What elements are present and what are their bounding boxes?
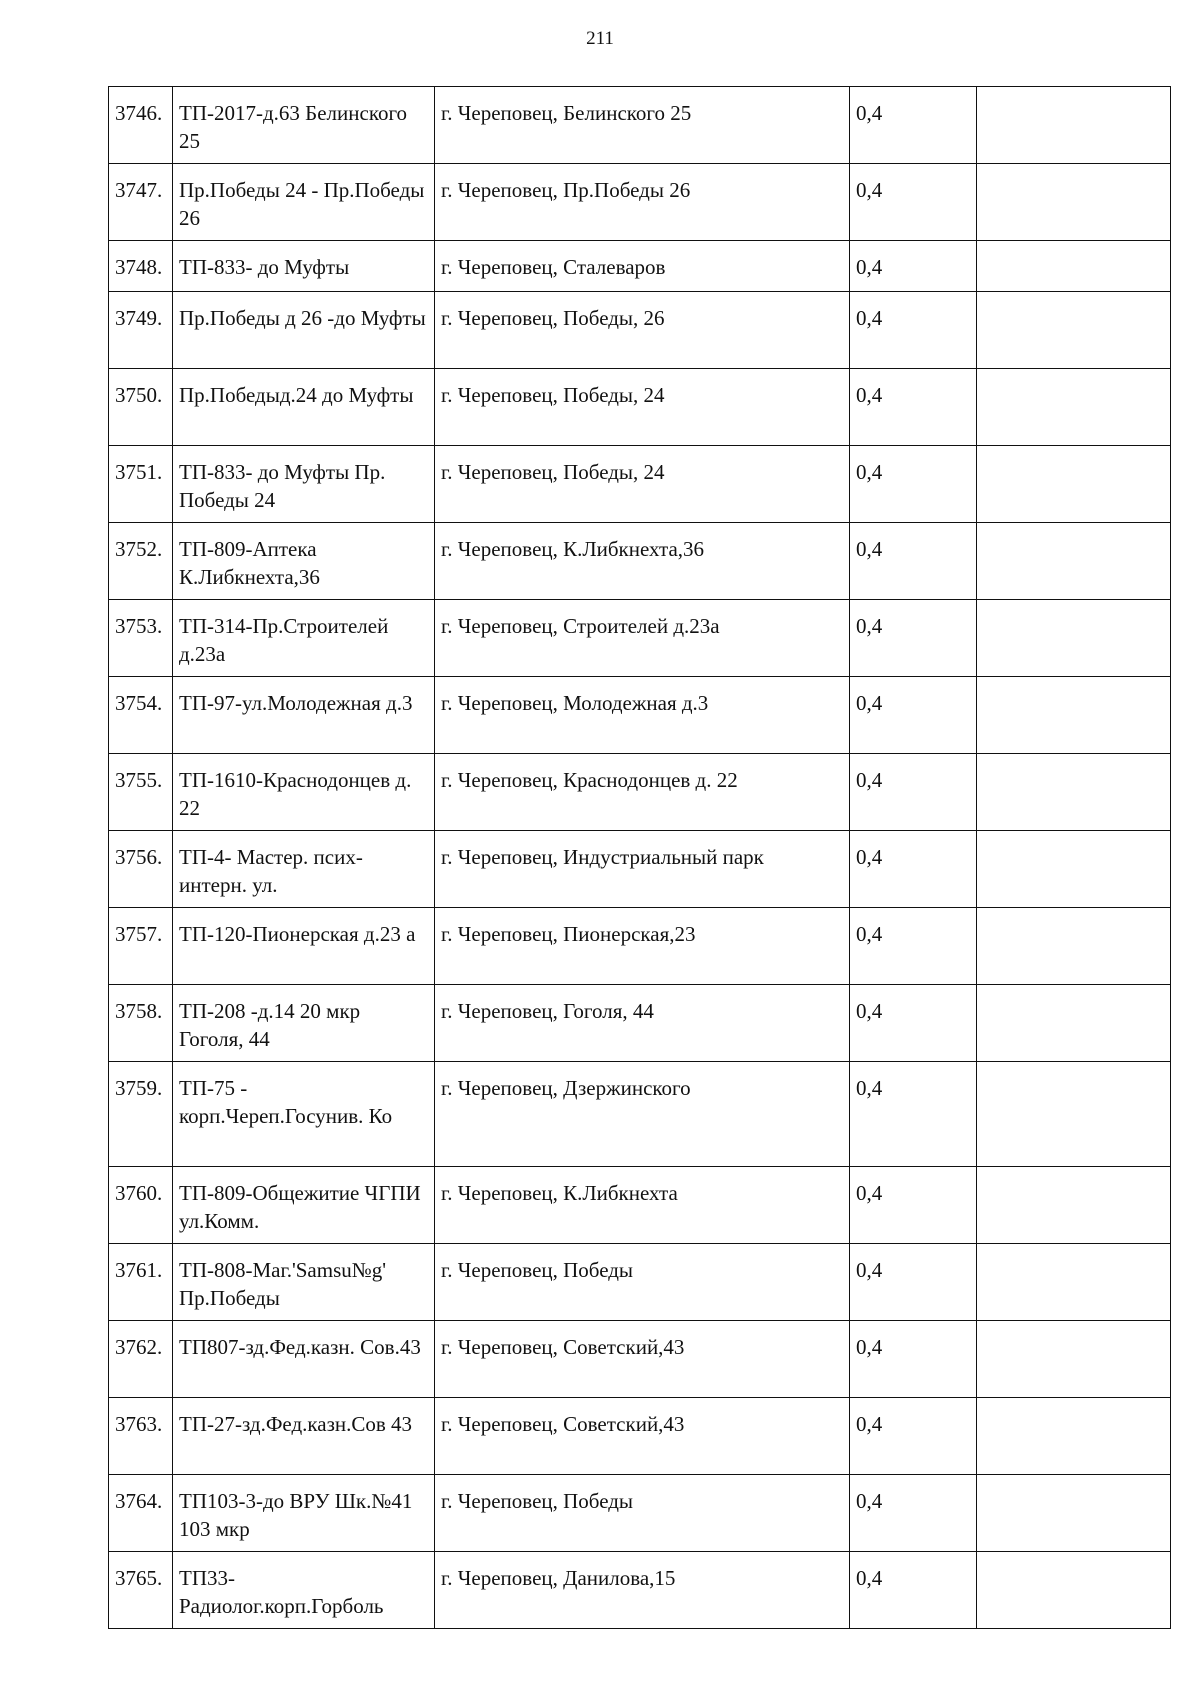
row-number: 3750. [109, 369, 173, 446]
table-row [109, 1475, 1171, 1552]
voltage-value: 0,4 [850, 754, 977, 831]
object-address: г. Череповец, Пр.Победы 26 [435, 164, 850, 241]
table-row [109, 241, 1171, 292]
object-name: ТП-4- Мастер. псих-интерн. ул. [173, 831, 435, 908]
table-row [109, 1398, 1171, 1475]
object-name: ТП-2017-д.63 Белинского 25 [173, 87, 435, 164]
empty-cell [977, 1167, 1171, 1244]
object-name: ТП-120-Пионерская д.23 а [173, 908, 435, 985]
table-row [109, 985, 1171, 1062]
voltage-value: 0,4 [850, 164, 977, 241]
object-address: г. Череповец, Победы, 24 [435, 446, 850, 523]
table-row [109, 1244, 1171, 1321]
empty-cell [977, 1321, 1171, 1398]
object-address: г. Череповец, Победы, 26 [435, 292, 850, 369]
object-name: Пр.Победыд.24 до Муфты [173, 369, 435, 446]
object-name: ТП103-3-до ВРУ Шк.№41 103 мкр [173, 1475, 435, 1552]
row-number: 3749. [109, 292, 173, 369]
voltage-value: 0,4 [850, 446, 977, 523]
object-address: г. Череповец, Пионерская,23 [435, 908, 850, 985]
object-name: ТП-1610-Краснодонцев д. 22 [173, 754, 435, 831]
voltage-value: 0,4 [850, 1321, 977, 1398]
object-address: г. Череповец, Победы [435, 1475, 850, 1552]
row-number: 3751. [109, 446, 173, 523]
object-name: ТП-75 - корп.Череп.Госунив. Ко [173, 1062, 435, 1167]
empty-cell [977, 985, 1171, 1062]
empty-cell [977, 292, 1171, 369]
voltage-value: 0,4 [850, 1244, 977, 1321]
voltage-value: 0,4 [850, 369, 977, 446]
object-name: ТП-27-зд.Фед.казн.Сов 43 [173, 1398, 435, 1475]
object-address: г. Череповец, Советский,43 [435, 1321, 850, 1398]
table-row [109, 600, 1171, 677]
object-name: ТП-208 -д.14 20 мкр Гоголя, 44 [173, 985, 435, 1062]
object-address: г. Череповец, Молодежная д.3 [435, 677, 850, 754]
object-address: г. Череповец, Сталеваров [435, 241, 850, 292]
row-number: 3747. [109, 164, 173, 241]
object-address: г. Череповец, Данилова,15 [435, 1552, 850, 1629]
empty-cell [977, 241, 1171, 292]
table-row [109, 369, 1171, 446]
table-row [109, 1321, 1171, 1398]
empty-cell [977, 523, 1171, 600]
object-name: ТП-97-ул.Молодежная д.3 [173, 677, 435, 754]
object-name: Пр.Победы д 26 -до Муфты [173, 292, 435, 369]
empty-cell [977, 1552, 1171, 1629]
object-name: ТП-833- до Муфты Пр. Победы 24 [173, 446, 435, 523]
object-name: ТП-809-Общежитие ЧГПИ ул.Комм. [173, 1167, 435, 1244]
row-number: 3764. [109, 1475, 173, 1552]
empty-cell [977, 754, 1171, 831]
object-address: г. Череповец, Белинского 25 [435, 87, 850, 164]
empty-cell [977, 1244, 1171, 1321]
row-number: 3759. [109, 1062, 173, 1167]
object-name: ТП-833- до Муфты [173, 241, 435, 292]
object-address: г. Череповец, Индустриальный парк [435, 831, 850, 908]
empty-cell [977, 87, 1171, 164]
voltage-value: 0,4 [850, 600, 977, 677]
table-row [109, 1062, 1171, 1167]
object-name: ТП-314-Пр.Строителей д.23а [173, 600, 435, 677]
empty-cell [977, 369, 1171, 446]
voltage-value: 0,4 [850, 1167, 977, 1244]
row-number: 3761. [109, 1244, 173, 1321]
voltage-value: 0,4 [850, 831, 977, 908]
object-address: г. Череповец, Строителей д.23а [435, 600, 850, 677]
row-number: 3760. [109, 1167, 173, 1244]
object-address: г. Череповец, К.Либкнехта,36 [435, 523, 850, 600]
row-number: 3762. [109, 1321, 173, 1398]
page-number: 211 [586, 28, 614, 49]
empty-cell [977, 831, 1171, 908]
table-row [109, 831, 1171, 908]
registry-table [108, 86, 1171, 1629]
table-row [109, 1552, 1171, 1629]
voltage-value: 0,4 [850, 908, 977, 985]
voltage-value: 0,4 [850, 985, 977, 1062]
row-number: 3746. [109, 87, 173, 164]
object-name: Пр.Победы 24 - Пр.Победы 26 [173, 164, 435, 241]
voltage-value: 0,4 [850, 1398, 977, 1475]
table-row [109, 754, 1171, 831]
object-name: ТП-808-Маг.'Samsu№g' Пр.Победы [173, 1244, 435, 1321]
voltage-value: 0,4 [850, 87, 977, 164]
row-number: 3754. [109, 677, 173, 754]
row-number: 3763. [109, 1398, 173, 1475]
voltage-value: 0,4 [850, 1062, 977, 1167]
object-name: ТП-809-Аптека К.Либкнехта,36 [173, 523, 435, 600]
row-number: 3765. [109, 1552, 173, 1629]
object-address: г. Череповец, Дзержинского [435, 1062, 850, 1167]
table-row [109, 523, 1171, 600]
voltage-value: 0,4 [850, 677, 977, 754]
row-number: 3756. [109, 831, 173, 908]
table-row [109, 1167, 1171, 1244]
voltage-value: 0,4 [850, 523, 977, 600]
voltage-value: 0,4 [850, 292, 977, 369]
empty-cell [977, 1062, 1171, 1167]
object-address: г. Череповец, К.Либкнехта [435, 1167, 850, 1244]
row-number: 3758. [109, 985, 173, 1062]
row-number: 3753. [109, 600, 173, 677]
object-address: г. Череповец, Краснодонцев д. 22 [435, 754, 850, 831]
empty-cell [977, 677, 1171, 754]
empty-cell [977, 600, 1171, 677]
empty-cell [977, 446, 1171, 523]
row-number: 3755. [109, 754, 173, 831]
table-row [109, 87, 1171, 164]
table-row [109, 446, 1171, 523]
row-number: 3748. [109, 241, 173, 292]
table-row [109, 677, 1171, 754]
voltage-value: 0,4 [850, 1552, 977, 1629]
empty-cell [977, 908, 1171, 985]
empty-cell [977, 164, 1171, 241]
row-number: 3757. [109, 908, 173, 985]
object-name: ТП807-зд.Фед.казн. Сов.43 [173, 1321, 435, 1398]
table-row [109, 292, 1171, 369]
object-name: ТП33-Радиолог.корп.Горболь [173, 1552, 435, 1629]
registry-table-body [109, 87, 1171, 1629]
object-address: г. Череповец, Советский,43 [435, 1398, 850, 1475]
table-row [109, 164, 1171, 241]
row-number: 3752. [109, 523, 173, 600]
object-address: г. Череповец, Победы, 24 [435, 369, 850, 446]
object-address: г. Череповец, Гоголя, 44 [435, 985, 850, 1062]
voltage-value: 0,4 [850, 241, 977, 292]
voltage-value: 0,4 [850, 1475, 977, 1552]
table-row [109, 908, 1171, 985]
object-address: г. Череповец, Победы [435, 1244, 850, 1321]
empty-cell [977, 1475, 1171, 1552]
empty-cell [977, 1398, 1171, 1475]
